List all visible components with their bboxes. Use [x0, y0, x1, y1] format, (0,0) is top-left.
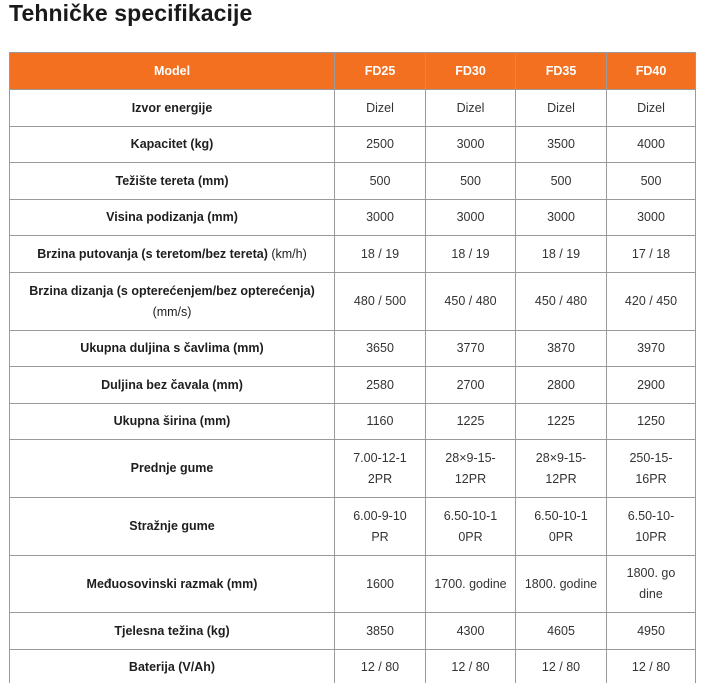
row-label: [10, 367, 335, 404]
header-model: Model: [10, 53, 335, 90]
row-label-text: Međuosovinski razmak (mm): [86, 576, 258, 591]
row-value-fd25: [335, 163, 426, 200]
row-value-text: 28×9-15-12PR: [445, 450, 496, 486]
table-row: [10, 236, 696, 273]
table-row: [10, 404, 696, 440]
row-value-text: 1700. godine: [434, 576, 507, 591]
row-value-fd25: [335, 650, 426, 683]
row-value-text: 18 / 19: [541, 246, 581, 261]
row-value-fd40: [607, 331, 696, 367]
row-value-fd35: [516, 498, 607, 556]
row-value-fd40: [607, 650, 696, 683]
row-value-fd40: [607, 440, 696, 498]
row-value-fd40: [607, 404, 696, 440]
row-value-fd30: [426, 440, 516, 498]
table-row: [10, 331, 696, 367]
row-value-text: 500: [550, 173, 572, 188]
row-value-text: 1160: [366, 414, 394, 428]
row-value-fd25: [335, 90, 426, 127]
row-value-text: 1250: [637, 414, 665, 428]
row-value-text: 28×9-15-12PR: [535, 450, 587, 486]
row-value-fd35: [516, 404, 607, 440]
row-value-text: 12 / 80: [360, 660, 400, 674]
row-label-unit: (km/h): [267, 246, 307, 261]
row-value-fd25: [335, 404, 426, 440]
row-value-fd25: [335, 331, 426, 367]
row-value-text: 250-15-16PR: [629, 450, 673, 486]
row-value-text: 4950: [637, 623, 665, 638]
row-label-text: Ukupna širina (mm): [113, 414, 231, 428]
table-row: [10, 556, 696, 613]
row-value-text: 6.50-10-10PR: [443, 508, 498, 544]
row-value-fd40: [607, 200, 696, 236]
row-value-text: 4605: [547, 623, 575, 638]
row-value-fd40: [607, 613, 696, 650]
row-label-text: Izvor energije: [131, 100, 213, 115]
row-label: [10, 404, 335, 440]
row-value-text: Dizel: [456, 100, 485, 115]
row-value-text: Dizel: [547, 100, 575, 115]
row-value-text: 4300: [456, 623, 485, 638]
row-value-text: 3000: [456, 137, 485, 151]
row-value-fd40: [607, 127, 696, 163]
row-value-text: 4000: [637, 137, 665, 151]
row-label-text: Kapacitet (kg): [130, 137, 214, 151]
row-label-unit: (mm/s): [152, 304, 192, 319]
row-label: [10, 163, 335, 200]
table-row: [10, 498, 696, 556]
row-value-fd35: [516, 163, 607, 200]
table-row: [10, 440, 696, 498]
row-value-text: 480 / 500: [353, 294, 407, 308]
row-value-text: 500: [460, 173, 481, 188]
row-label: [10, 90, 335, 127]
header-model-fd40: FD40: [607, 53, 696, 90]
row-value-text: 3000: [637, 210, 665, 224]
row-label-text: Tjelesna težina (kg): [114, 623, 230, 638]
row-label-text: Visina podizanja (mm): [106, 210, 238, 224]
row-label: [10, 273, 335, 331]
row-label-text: Duljina bez čavala (mm): [101, 377, 243, 392]
row-value-fd30: [426, 556, 516, 613]
row-value-text: 1225: [456, 414, 485, 428]
row-value-text: 6.00-9-10PR: [353, 508, 407, 544]
row-value-fd25: [335, 440, 426, 498]
row-value-fd30: [426, 200, 516, 236]
row-value-text: 18 / 19: [451, 246, 490, 261]
row-value-fd25: [335, 367, 426, 404]
row-value-text: 18 / 19: [360, 246, 400, 261]
row-value-text: 3770: [456, 341, 485, 355]
row-value-fd35: [516, 331, 607, 367]
row-value-fd40: [607, 367, 696, 404]
row-value-fd35: [516, 650, 607, 683]
row-label: [10, 650, 335, 683]
row-value-text: 3000: [547, 210, 575, 224]
row-value-text: 3650: [366, 341, 394, 355]
row-value-fd35: [516, 127, 607, 163]
header-model-fd35: FD35: [516, 53, 607, 90]
row-value-fd25: [335, 236, 426, 273]
row-value-text: 450 / 480: [444, 294, 497, 308]
row-value-text: 3850: [366, 623, 394, 638]
row-value-text: 12 / 80: [451, 660, 490, 674]
row-label: [10, 127, 335, 163]
table-row: [10, 613, 696, 650]
row-value-fd30: [426, 273, 516, 331]
row-value-fd35: [516, 236, 607, 273]
row-value-text: 1800. godine: [524, 576, 598, 591]
row-label: [10, 556, 335, 613]
row-value-text: 500: [369, 173, 391, 188]
row-value-text: 6.50-10-10PR: [627, 508, 675, 544]
row-value-fd35: [516, 90, 607, 127]
row-label-text: Stražnje gume: [129, 519, 215, 533]
row-value-text: 2700: [456, 377, 485, 392]
row-value-fd25: [335, 556, 426, 613]
row-value-fd35: [516, 200, 607, 236]
row-value-text: 12 / 80: [541, 660, 581, 674]
row-value-text: 17 / 18: [631, 246, 671, 261]
row-value-text: 500: [640, 173, 662, 188]
row-value-text: 3870: [547, 341, 575, 355]
row-label-text: Težište tereta (mm): [115, 173, 229, 188]
row-value-fd25: [335, 127, 426, 163]
row-value-fd30: [426, 404, 516, 440]
row-value-text: Dizel: [366, 100, 394, 115]
row-value-fd35: [516, 367, 607, 404]
row-value-text: 1600: [366, 576, 394, 591]
table-row: [10, 90, 696, 127]
row-value-fd25: [335, 613, 426, 650]
row-value-text: 3500: [547, 137, 575, 151]
row-value-fd30: [426, 650, 516, 683]
row-label-text: Ukupna duljina s čavlima (mm): [80, 341, 264, 355]
row-label: [10, 200, 335, 236]
header-model-fd30: FD30: [426, 53, 516, 90]
row-value-fd40: [607, 163, 696, 200]
row-value-text: 3000: [456, 210, 485, 224]
row-value-text: 2500: [366, 137, 394, 151]
row-value-fd30: [426, 127, 516, 163]
row-label: [10, 613, 335, 650]
row-value-fd40: [607, 236, 696, 273]
table-row: [10, 200, 696, 236]
row-value-text: 3970: [637, 341, 665, 355]
row-value-fd35: [516, 440, 607, 498]
row-value-text: 1225: [547, 414, 575, 428]
row-value-text: 1800. godine: [626, 566, 676, 601]
row-value-fd40: [607, 273, 696, 331]
row-value-text: 2580: [366, 377, 394, 392]
row-value-text: 420 / 450: [624, 294, 678, 308]
row-value-fd30: [426, 163, 516, 200]
row-value-text: Dizel: [637, 100, 665, 115]
row-value-fd40: [607, 556, 696, 613]
row-value-fd30: [426, 367, 516, 404]
page-title: Tehničke specifikacije: [9, 0, 253, 26]
row-label-text: Prednje gume: [130, 461, 214, 475]
row-label-text: Brzina putovanja (s teretom/bez tereta): [37, 246, 268, 261]
spec-table: [9, 52, 696, 683]
row-value-text: 3000: [366, 210, 394, 224]
row-label-text: Baterija (V/Ah): [128, 660, 216, 674]
row-value-fd30: [426, 331, 516, 367]
table-row: [10, 273, 696, 331]
row-label: [10, 331, 335, 367]
row-value-fd30: [426, 613, 516, 650]
row-value-fd35: [516, 613, 607, 650]
spec-table-body: [10, 90, 696, 683]
table-row: [10, 367, 696, 404]
header-model-fd25: FD25: [335, 53, 426, 90]
row-value-fd40: [607, 90, 696, 127]
row-value-text: 6.50-10-10PR: [534, 508, 588, 544]
row-value-fd30: [426, 90, 516, 127]
row-value-text: 12 / 80: [631, 660, 671, 674]
header-row: [10, 53, 696, 90]
row-label: [10, 236, 335, 273]
row-value-fd30: [426, 498, 516, 556]
row-value-fd30: [426, 236, 516, 273]
row-value-fd25: [335, 498, 426, 556]
row-value-text: 450 / 480: [534, 294, 588, 308]
row-value-fd35: [516, 273, 607, 331]
row-label-text: Brzina dizanja (s opterećenjem/bez opterećenja): [29, 283, 315, 298]
row-value-fd35: [516, 556, 607, 613]
row-value-text: 2900: [637, 377, 665, 392]
row-value-fd25: [335, 273, 426, 331]
row-value-text: 7.00-12-12PR: [353, 450, 407, 486]
row-value-fd25: [335, 200, 426, 236]
row-label: [10, 440, 335, 498]
row-value-fd40: [607, 498, 696, 556]
row-value-text: 2800: [547, 377, 575, 392]
table-row: [10, 163, 696, 200]
table-row: [10, 650, 696, 683]
row-label: [10, 498, 335, 556]
table-row: [10, 127, 696, 163]
